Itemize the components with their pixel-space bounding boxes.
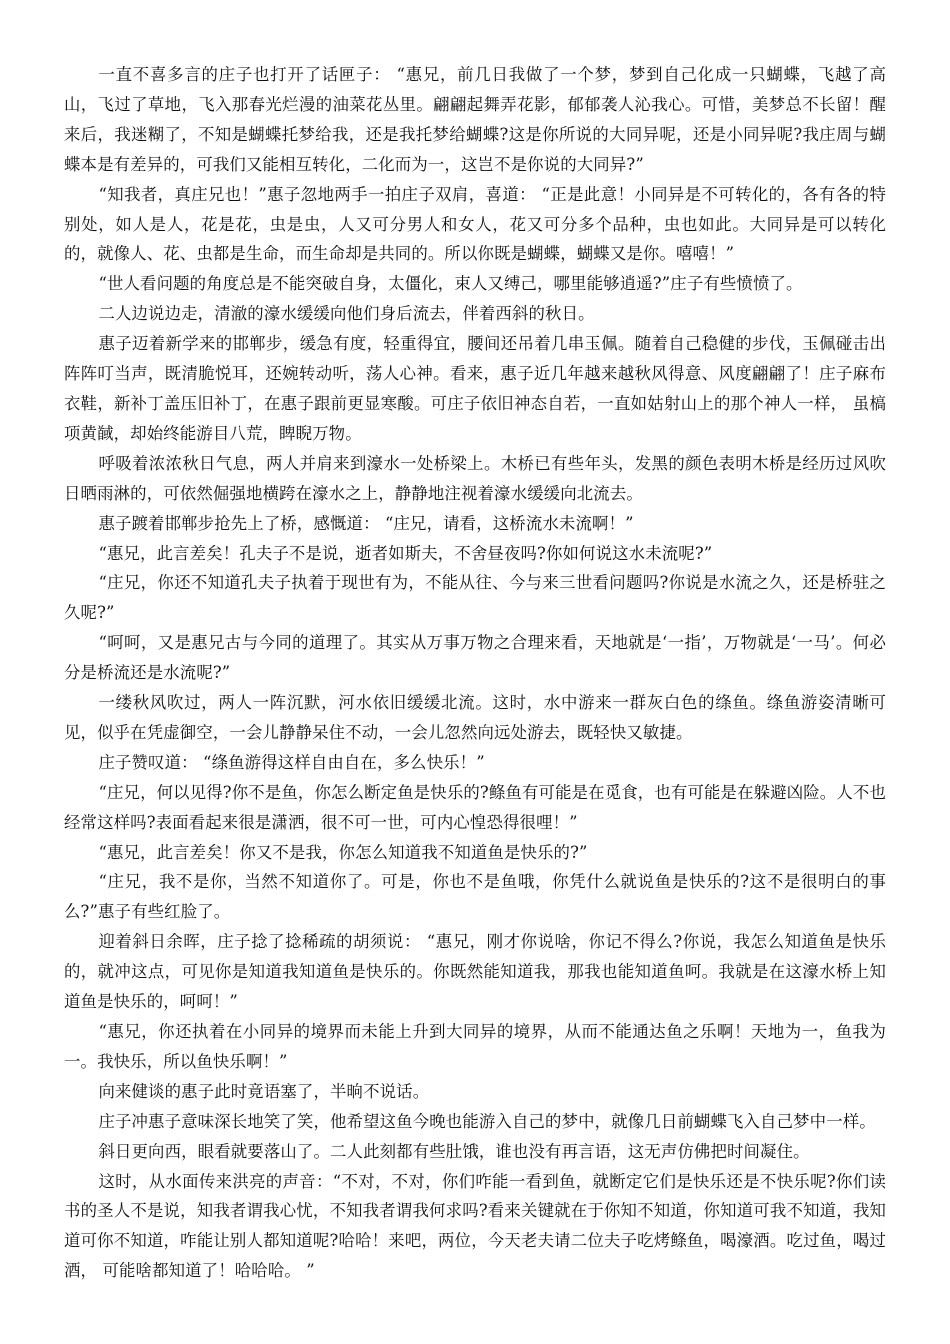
paragraph: 庄子赞叹道： “绦鱼游得这样自由自在，多么快乐！” — [98, 752, 485, 772]
paragraph: 一直不喜多言的庄子也打开了话匣子： “惠兄，前几日我做了一个梦，梦到自己化成一只蝴蝶，飞越了高山，飞过了草地，飞入那春光烂漫的油菜花丛里。翩翩起舞弄花影，郁郁袭人沁我心。可惜，美梦总不长留！醒来后，我迷糊了，不知是蝴蝶托梦给我，还是我托梦给蝴蝶?这是你所说的大同异呢，还是小同异呢?我庄周与蝴蝶本是有差异的，可我们又能相互转化，二化而为一，这岂不是你说的大同异?” — [64, 65, 886, 174]
paragraph: “呵呵，又是惠兄古与今同的道理了。其实从万事万物之合理来看，天地就是‘一指’，万物就是‘一马’。何必分是桥流还是水流呢?” — [64, 633, 886, 683]
paragraph: “庄兄，我不是你，当然不知道你了。可是，你也不是鱼哦，你凭什么就说鱼是快乐的?这不是很明白的事么?”惠子有些红脸了。 — [64, 872, 886, 922]
paragraph: “庄兄，你还不知道孔夫子执着于现世有为，不能从往、今与来三世看问题吗?你说是水流之久，还是桥驻之久呢?” — [64, 573, 886, 623]
document-page — [64, 60, 886, 1286]
paragraph: “世人看问题的角度总是不能突破自身，太僵化，束人又缚己，哪里能够逍遥?”庄子有些愤愤了。 — [98, 274, 803, 294]
paragraph: 庄子冲惠子意味深长地笑了笑，他希望这鱼今晚也能游入自己的梦中，就像几日前蝴蝶飞入自己梦中一样。 — [98, 1111, 876, 1131]
paragraph: 一缕秋风吹过，两人一阵沉默，河水依旧缓缓北流。这时，水中游来一群灰白色的绦鱼。绦鱼游姿清晰可见，似乎在凭虚御空，一会儿静静呆住不动，一会儿忽然向远处游去，既轻快又敏捷。 — [64, 693, 886, 742]
paragraph: 呼吸着浓浓秋日气息，两人并肩来到濠水一处桥梁上。木桥已有些年头，发黑的颜色表明木桥是经历过风吹日晒雨淋的，可依然倔强地横跨在濠水之上，静静地注视着濠水缓缓向北流去。 — [64, 453, 886, 503]
paragraph: 这时，从水面传来洪亮的声音：“不对，不对，你们咋能一看到鱼，就断定它们是快乐还是不快乐呢?你们读书的圣人不是说，知我者谓我心忧，不知我者谓我何求吗?看来关键就在于你知不知道，你知道可我不知道，我知道可你不知道，咋能让别人都知道呢?哈哈！来吧，两位，今天老夫请二位夫子吃烤鲦鱼，喝濠酒。吃过鱼，喝过酒， 可能啥都知道了！哈哈哈。 ” — [64, 1171, 886, 1281]
paragraph: “惠兄，此言差矣！你又不是我，你怎么知道我不知道鱼是快乐的?” — [98, 842, 588, 862]
paragraph: 惠子踱着邯郸步抢先上了桥，感慨道： “庄兄，请看，这桥流水未流啊！” — [98, 513, 634, 533]
paragraph: 二人边说边走，清澈的濠水缓缓向他们身后流去，伴着西斜的秋日。 — [98, 304, 595, 324]
paragraph: “惠兄，此言差矣！孔夫子不是说，逝者如斯夫，不舍昼夜吗?你如何说这水未流呢?” — [98, 543, 713, 563]
paragraph: “惠兄，你还执着在小同异的境界而未能上升到大同异的境界，从而不能通达鱼之乐啊！天地为一，鱼我为一。我快乐，所以鱼快乐啊！” — [64, 1022, 886, 1071]
paragraph: “知我者，真庄兄也！”惠子忽地两手一拍庄子双肩，喜道： “正是此意！小同异是不可转化的，各有各的特别处，如人是人，花是花，虫是虫，人又可分男人和女人，花又可分多个品种，虫也如此。大同异是可以转化的，就像人、花、虫都是生命，而生命却是共同的。所以你既是蝴蝶，蝴蝶又是你。嘻嘻！” — [64, 184, 886, 264]
paragraph: 斜日更向西，眼看就要落山了。二人此刻都有些肚饿，谁也没有再言语，这无声仿佛把时间凝住。 — [98, 1141, 810, 1161]
paragraph: 迎着斜日余晖，庄子捻了捻稀疏的胡须说： “惠兄，刚才你说啥，你记不得么?你说，我怎么知道鱼是快乐的，就冲这点，可见你是知道我知道鱼是快乐的。你既然能知道我，那我也能知道鱼呵。我就是在这濠水桥上知道鱼是快乐的，呵呵！” — [64, 932, 886, 1012]
paragraph: 向来健谈的惠子此时竟语塞了，半晌不说话。 — [98, 1081, 430, 1101]
paragraph: “庄兄，何以见得?你不是鱼，你怎么断定鱼是快乐的?鲦鱼有可能是在觅食，也有可能是在躲避凶险。人不也经常这样吗?表面看起来很是潇洒，很不可一世，可内心惶恐得很哩！” — [64, 782, 886, 832]
paragraph: 惠子迈着新学来的邯郸步，缓急有度，轻重得宜，腰间还吊着几串玉佩。随着自己稳健的步伐，玉佩碰击出阵阵叮当声，既清脆悦耳，还婉转动听，荡人心神。看来，惠子近几年越来越秋风得意、风度翩翩了！庄子麻布衣鞋，新补丁盖压旧补丁，在惠子跟前更显寒酸。可庄子依旧神态自若，一直如姑射山上的那个神人一样， 虽槁项黄馘，却始终能游目八荒，睥睨万物。 — [64, 334, 886, 443]
